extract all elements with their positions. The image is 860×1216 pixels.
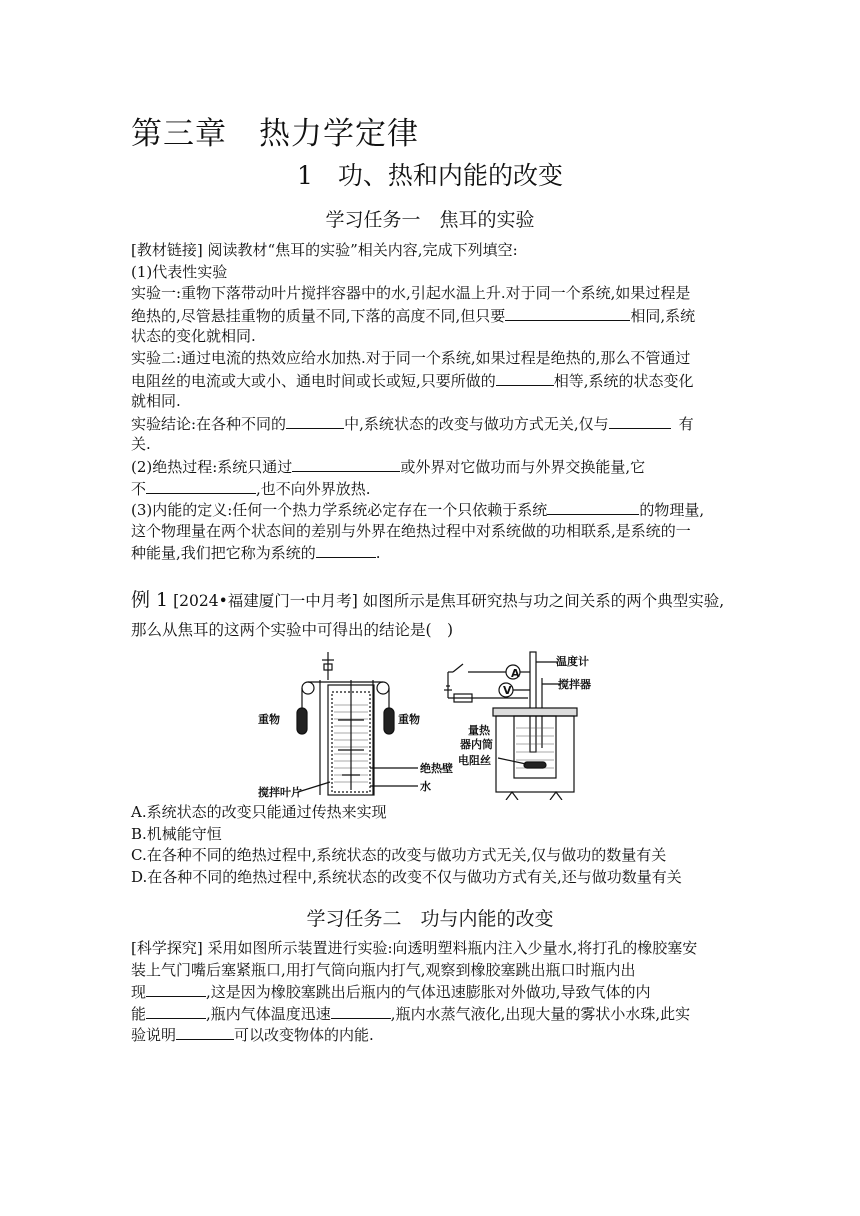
ammeter-symbol: A [511, 667, 520, 680]
text-line: 装上气门嘴后塞紧瓶口,用打气筒向瓶内打气,观察到橡胶塞跳出瓶口时瓶内出 [131, 960, 636, 979]
text-line: 状态的变化就相同. [131, 327, 256, 346]
text-line: 关. [131, 435, 151, 454]
section-title: 1 功、热和内能的改变 [297, 161, 563, 190]
text-segment: 实验结论:在各种不同的 [131, 414, 287, 433]
text-line: 这个物理量在两个状态间的差别与外界在绝热过程中对系统做的功相联系,是系统的一 [131, 521, 691, 540]
fill-blank[interactable] [547, 499, 639, 515]
fill-blank[interactable] [146, 478, 256, 494]
text-segment: 中,系统状态的改变与做功方式无关,仅与 [344, 414, 609, 433]
example-question-line1: [2024•福建厦门一中月考] 如图所示是焦耳研究热与功之间关系的两个典型实验, [173, 592, 725, 610]
text-line [131, 456, 731, 478]
option-d[interactable]: D.在各种不同的绝热过程中,系统状态的改变不仅与做功方式有关,还与做功数量有关 [131, 867, 682, 886]
fill-blank[interactable] [146, 981, 206, 997]
text-line [131, 499, 731, 521]
fill-blank[interactable] [292, 456, 400, 472]
text-line: 实验一:重物下落带动叶片搅拌容器中的水,引起水温上升.对于同一个系统,如果过程是 [131, 284, 691, 303]
option-a[interactable]: A.系统状态的改变只能通过传热来实现 [131, 803, 387, 821]
label-calorimeter-1: 量热 [468, 724, 490, 737]
text-segment: 种能量,我们把它称为系统的 [131, 544, 316, 563]
fill-blank[interactable] [146, 1003, 206, 1019]
label-resistor: 电阻丝 [458, 754, 491, 767]
example-line [131, 585, 731, 615]
text-segment: ,瓶内水蒸气液化,出现大量的雾状小水珠,此实 [390, 1004, 691, 1023]
option-c[interactable]: C.在各种不同的绝热过程中,系统状态的改变与做功方式无关,仅与做功的数量有关 [131, 846, 667, 865]
text-line [131, 413, 731, 435]
text-line [131, 542, 731, 564]
text-line: [科学探究] 采用如图所示装置进行实验:向透明塑料瓶内注入少量水,将打孔的橡胶塞安 [131, 939, 698, 957]
label-stirrer: 搅拌器 [558, 678, 591, 691]
label-weight-left: 重物 [258, 713, 280, 726]
text-line: (1)代表性实验 [131, 262, 228, 281]
chapter-title: 第三章 热力学定律 [131, 116, 419, 152]
label-calorimeter-2: 器内筒 [460, 738, 493, 751]
text-segment: 相同,系统 [630, 306, 696, 325]
text-segment: 或外界对它做功而与外界交换能量,它 [400, 457, 646, 476]
text-segment: 电阻丝的电流或大或小、通电时间或长或短,只要所做的 [131, 371, 496, 390]
text-line: 实验二:通过电流的热效应给水加热.对于同一个系统,如果过程是绝热的,那么不管通过 [131, 348, 691, 367]
fill-blank[interactable] [496, 370, 554, 386]
text-line [131, 1003, 731, 1025]
task2-body [131, 938, 731, 1046]
text-segment: 的物理量, [639, 501, 705, 520]
text-line [131, 305, 731, 327]
label-water: 水 [420, 780, 431, 793]
option-b[interactable]: B.机械能守恒 [131, 824, 222, 843]
text-segment: 能 [131, 1004, 147, 1023]
text-segment: 可以改变物体的内能. [234, 1026, 374, 1045]
text-segment: 现 [131, 983, 147, 1002]
fill-blank[interactable] [316, 542, 376, 558]
text-line [131, 981, 731, 1003]
text-line [131, 478, 731, 500]
example-1 [131, 585, 731, 645]
task1-title: 学习任务一 焦耳的实验 [325, 209, 535, 231]
label-paddle: 搅拌叶片 [258, 786, 302, 799]
text-segment: (2)绝热过程:系统只通过 [131, 457, 293, 476]
text-segment: 相等,系统的状态变化 [553, 371, 694, 390]
fill-blank[interactable] [286, 413, 344, 429]
text-segment: ,这是因为橡胶塞跳出后瓶内的气体迅速膨胀对外做功,导致气体的内 [206, 983, 651, 1002]
voltmeter-symbol: V [503, 684, 512, 697]
fill-blank[interactable] [331, 1003, 391, 1019]
text-segment: ,瓶内气体温度迅速 [206, 1004, 331, 1023]
fill-blank[interactable] [176, 1024, 234, 1040]
text-line [131, 1024, 731, 1046]
task1-body [131, 240, 731, 564]
example-label: 例 1 [131, 589, 169, 611]
fill-blank[interactable] [505, 305, 630, 321]
label-insulating-wall: 绝热壁 [420, 762, 453, 775]
text-segment: . [375, 544, 381, 563]
task2-title: 学习任务二 功与内能的改变 [306, 908, 554, 930]
label-thermometer: 温度计 [556, 655, 589, 668]
text-segment: 绝热的,尽管悬挂重物的质量不同,下落的高度不同,但只要 [131, 306, 506, 325]
text-segment: 验说明 [131, 1026, 177, 1045]
answer-options [131, 802, 751, 888]
text-line [131, 370, 731, 392]
label-weight-right: 重物 [398, 713, 420, 726]
text-line: 就相同. [131, 392, 181, 411]
text-line: [教材链接] 阅读教材“焦耳的实验”相关内容,完成下列填空: [131, 241, 518, 259]
joule-experiment-figure [258, 650, 598, 800]
text-segment: ,也不向外界放热. [256, 479, 371, 498]
example-question-line2: 那么从焦耳的这两个实验中可得出的结论是( ) [131, 621, 454, 639]
text-segment: 不 [131, 479, 147, 498]
text-segment: 有 [678, 414, 694, 433]
text-segment: (3)内能的定义:任何一个热力学系统必定存在一个只依赖于系统 [131, 501, 548, 520]
fill-blank[interactable] [609, 413, 671, 429]
